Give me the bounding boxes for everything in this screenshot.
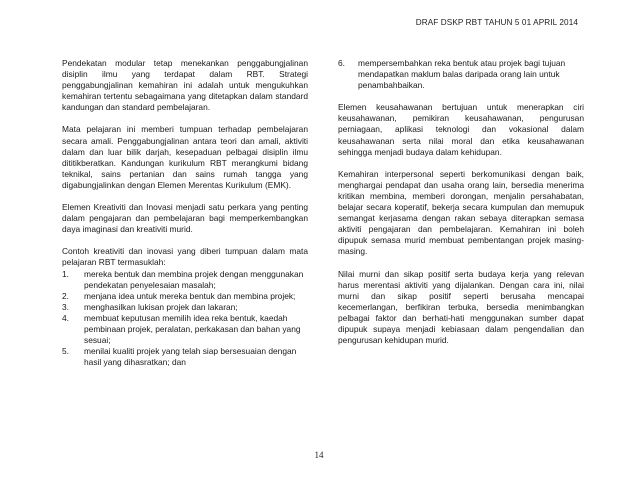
list-item-text: menjana idea untuk mereka bentuk dan membina projek; (84, 290, 296, 301)
list-item (338, 58, 584, 91)
list-item-number: 5. (62, 346, 69, 357)
list-item-number: 3. (62, 301, 69, 312)
list-item-number: 1. (62, 268, 69, 279)
list-item-number: 4. (62, 312, 69, 323)
list-item-text: membuat keputusan memilih idea reka bentuk, kaedah pembinaan projek, peralatan, perkakasan dan bahan yang sesuai; (84, 312, 301, 346)
list-item-text: menilai kualiti projek yang telah siap bersesuaian dengan hasil yang dihasratkan; dan (84, 346, 297, 368)
list-item (62, 302, 308, 313)
list-intro: Contoh kreativiti dan inovasi yang diberi tumpuan dalam mata pelajaran RBT termasuklah: (62, 246, 308, 268)
list-item-number: 2. (62, 290, 69, 301)
page-header: DRAF DSKP RBT TAHUN 5 01 APRIL 2014 (415, 18, 578, 27)
paragraph-practical-learning: Mata pelajaran ini memberi tumpuan terhadap pembelajaran secara amali. Penggabungjalinan antara teori dan amali, aktiviti dalam dan luar bilik darjah, kesepaduan pelbagai disiplin ilmu dititikberatkan. Kandungan kurikulum RBT merangkumi bidang teknikal, sains pertanian dan sains rumah tangga yang digabungjalinkan dengan Elemen Merentas Kurikulum (EMK). (62, 124, 308, 190)
left-column (62, 58, 308, 379)
right-column (338, 58, 584, 357)
paragraph-entrepreneurship: Elemen keusahawanan bertujuan untuk menerapkan ciri keusahawanan, pemikiran keusahawanan, pengurusan perniagaan, aplikasi teknologi dan vokasional dalam keusahawanan serta nilai moral dan etika keusahawanan sehingga menjadi budaya dalam kehidupan. (338, 102, 584, 157)
list-item (62, 313, 308, 346)
list-item-text: mereka bentuk dan membina projek dengan menggunakan pendekatan penyelesaian masalah; (84, 268, 304, 290)
creativity-examples-list-continued (338, 58, 584, 91)
list-item (62, 269, 308, 291)
list-item (62, 291, 308, 302)
page-number: 14 (314, 450, 324, 460)
list-item (62, 346, 308, 368)
paragraph-creativity-innovation: Elemen Kreativiti dan Inovasi menjadi satu perkara yang penting dalam pengajaran dan pembelajaran bagi memperkembangkan daya imaginasi dan kreativiti murid. (62, 202, 308, 235)
list-item-text: mempersembahkan reka bentuk atau projek bagi tujuan mendapatkan maklum balas daripada orang lain untuk penambahbaikan. (358, 58, 566, 91)
creativity-examples-list (62, 269, 308, 369)
paragraph-moral-values: Nilai murni dan sikap positif serta budaya kerja yang relevan harus merentasi aktiviti yang dijalankan. Dengan cara ini, nilai murni dan sikap positif seperti berusaha mencapai kecemerlangan, berfikiran terbuka, bersedia menimbangkan pelbagai faktor dan berhati-hati menggunakan sumber dapat dipupuk supaya menjadi kebiasaan dalam pengendalian dan pengurusan kehidupan murid. (338, 268, 584, 346)
paragraph-interpersonal-skills: Kemahiran interpersonal seperti berkomunikasi dengan baik, menghargai pendapat dan usaha orang lain, bersedia menerima kritikan membina, memberi dorongan, menjalin persahabatan, belajar secara koperatif, bekerja secara kumpulan dan memupuk semangat kerjasama dengan rakan sebaya diterapkan semasa aktiviti pengajaran dan pembelajaran. Kemahiran ini boleh dipupuk semasa murid membuat pembentangan projek masing-masing. (338, 168, 584, 257)
paragraph-modular-approach: Pendekatan modular tetap menekankan penggabungjalinan disiplin ilmu yang terdapat dalam RBT. Strategi penggabungjalinan kemahiran ini adalah untuk mengukuhkan kemahiran tertentu sebagaimana yang ditetapkan dalam standard kandungan dan standard pembelajaran. (62, 58, 308, 113)
list-item-text: menghasilkan lukisan projek dan lakaran; (84, 301, 238, 312)
list-item-number: 6. (338, 58, 345, 68)
